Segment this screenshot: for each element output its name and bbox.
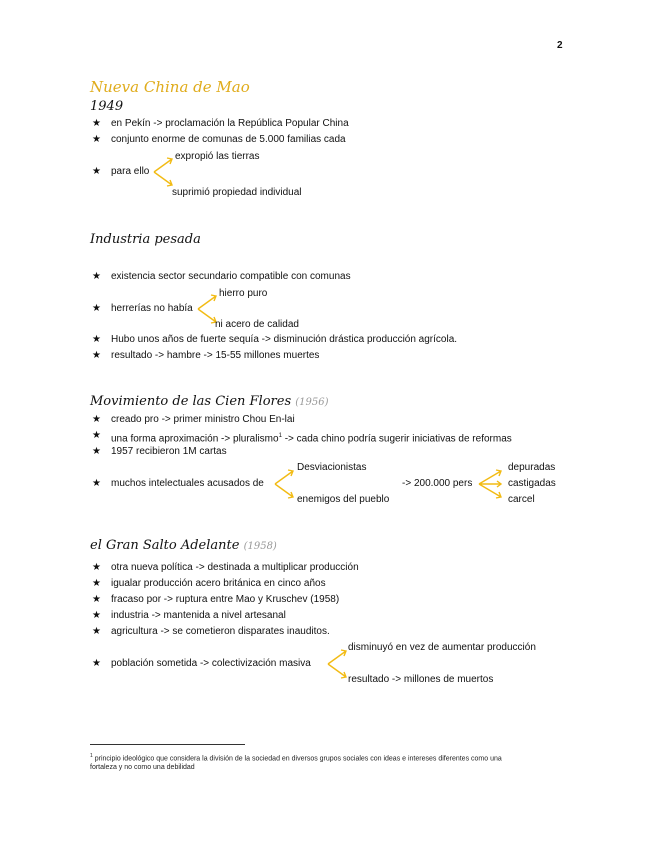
branch-item: depuradas bbox=[508, 462, 556, 473]
list-item: 1957 recibieron 1M cartas bbox=[111, 446, 227, 457]
list-item: fracaso por -> ruptura entre Mao y Kruschev (1958) bbox=[111, 594, 340, 605]
branch-arrow-icon bbox=[152, 155, 178, 189]
list-item: muchos intelectuales acusados de bbox=[111, 478, 264, 489]
list-item: igualar producción acero británica en cinco años bbox=[111, 578, 326, 589]
bullet-star-icon: ★ bbox=[92, 562, 101, 573]
list-item: herrerías no había bbox=[111, 303, 193, 314]
bullet-star-icon: ★ bbox=[92, 134, 101, 145]
bullet-star-icon: ★ bbox=[92, 118, 101, 129]
list-item: otra nueva política -> destinada a multiplicar producción bbox=[111, 562, 359, 573]
bullet-star-icon: ★ bbox=[92, 658, 101, 669]
list-item: agricultura -> se cometieron disparates inauditos. bbox=[111, 626, 330, 637]
section-title-cien-flores bbox=[90, 394, 329, 411]
footnote-line bbox=[90, 752, 502, 763]
section-year: (1956) bbox=[295, 397, 329, 408]
section-title-nueva-china: Nueva China de Mao bbox=[90, 78, 250, 96]
section-title-gran-salto bbox=[90, 538, 277, 555]
bullet-star-icon: ★ bbox=[92, 430, 101, 441]
section-year: (1958) bbox=[243, 541, 277, 552]
branch-item: Desviacionistas bbox=[297, 462, 367, 473]
branch-item: expropió las tierras bbox=[175, 151, 260, 162]
footnote-ref[interactable]: 1 bbox=[278, 433, 282, 439]
branch-item: carcel bbox=[508, 494, 535, 505]
branch-item: hierro puro bbox=[219, 288, 268, 299]
list-item: para ello bbox=[111, 166, 150, 177]
middle-text: -> 200.000 pers bbox=[402, 478, 473, 489]
footnote-text: principio ideológico que considera la división de la sociedad en diversos grupos sociales con ideas e intereses diferentes como una bbox=[94, 755, 502, 763]
bullet-star-icon: ★ bbox=[92, 166, 101, 177]
list-item: en Pekín -> proclamación la República Popular China bbox=[111, 118, 349, 129]
branch-item: disminuyó en vez de aumentar producción bbox=[348, 642, 536, 653]
branch-item: enemigos del pueblo bbox=[297, 494, 390, 505]
bullet-star-icon: ★ bbox=[92, 610, 101, 621]
bullet-star-icon: ★ bbox=[92, 594, 101, 605]
bullet-star-icon: ★ bbox=[92, 446, 101, 457]
section-subtitle-1949: 1949 bbox=[90, 99, 124, 114]
bullet-star-icon: ★ bbox=[92, 303, 101, 314]
branch-item: resultado -> millones de muertos bbox=[348, 674, 494, 685]
branch-item: ni acero de calidad bbox=[215, 319, 299, 330]
branch-arrow-icon bbox=[273, 467, 299, 501]
bullet-star-icon: ★ bbox=[92, 414, 101, 425]
list-item: conjunto enorme de comunas de 5.000 familias cada bbox=[111, 134, 346, 145]
list-item: población sometida -> colectivización masiva bbox=[111, 658, 311, 669]
list-item: Hubo unos años de fuerte sequía -> disminución drástica producción agrícola. bbox=[111, 334, 458, 345]
bullet-star-icon: ★ bbox=[92, 478, 101, 489]
list-item: industria -> mantenida a nivel artesanal bbox=[111, 610, 286, 621]
list-item: resultado -> hambre -> 15-55 millones muertes bbox=[111, 350, 320, 361]
branch-item: castigadas bbox=[508, 478, 556, 489]
list-item: creado pro -> primer ministro Chou En-lai bbox=[111, 414, 295, 425]
section-title-text: el Gran Salto Adelante bbox=[90, 538, 240, 553]
bullet-star-icon: ★ bbox=[92, 271, 101, 282]
list-item bbox=[111, 430, 512, 445]
section-title-industria: Industria pesada bbox=[90, 232, 201, 247]
page-number: 2 bbox=[557, 40, 563, 51]
list-item: existencia sector secundario compatible con comunas bbox=[111, 271, 351, 282]
footnote-number: 1 bbox=[90, 753, 93, 759]
bullet-star-icon: ★ bbox=[92, 626, 101, 637]
footnote-text: fortaleza y no como una debilidad bbox=[90, 764, 195, 771]
list-item-text: -> cada chino podría sugerir iniciativas de reformas bbox=[284, 433, 512, 445]
section-title-text: Movimiento de las Cien Flores bbox=[90, 394, 292, 409]
footnote-divider bbox=[90, 744, 245, 745]
branch-three-arrow-icon bbox=[477, 467, 507, 501]
bullet-star-icon: ★ bbox=[92, 334, 101, 345]
bullet-star-icon: ★ bbox=[92, 578, 101, 589]
branch-item: suprimió propiedad individual bbox=[172, 187, 302, 198]
list-item-text: una forma aproximación -> pluralismo bbox=[111, 433, 279, 445]
bullet-star-icon: ★ bbox=[92, 350, 101, 361]
